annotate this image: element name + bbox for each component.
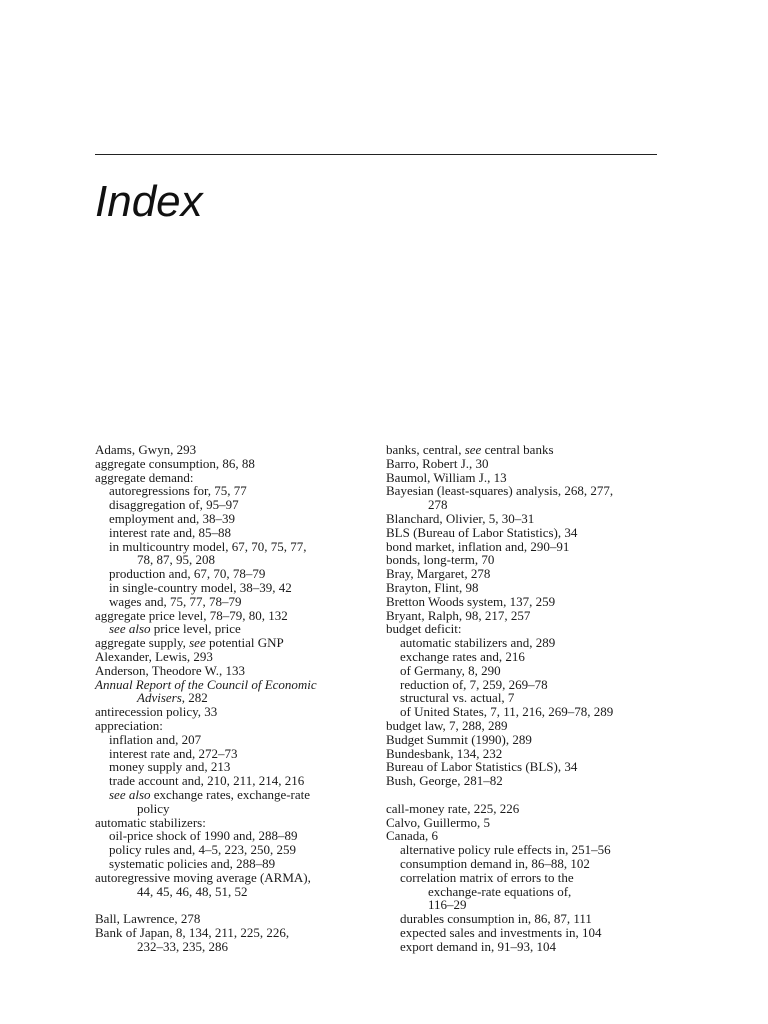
index-entry [386,526,656,540]
entry-text: production and, 67, 70, 78–79 [109,566,266,582]
entry-text: export demand in, 91–93, 104 [400,938,556,954]
entry-text: alternative policy rule effects in, 251–56 [400,842,611,858]
entry-text: Ball, Lawrence, 278 [95,911,201,927]
index-entry [386,471,656,485]
index-subentry [95,595,365,609]
entry-text: structural vs. actual, 7 [400,690,515,706]
entry-text: reduction of, 7, 259, 269–78 [400,676,548,692]
entry-text: consumption demand in, 86–88, 102 [400,855,590,871]
entry-text: in multicountry model, 67, 70, 75, 77, [109,538,307,554]
entry-text: wages and, 75, 77, 78–79 [109,593,242,609]
entry-text: Barro, Robert J., 30 [386,455,489,471]
index-subentry [386,857,656,871]
entry-text: see also [109,786,151,802]
entry-text: Advisers [137,690,182,706]
entry-text: of United States, 7, 11, 216, 269–78, 289 [400,704,614,720]
entry-text: Bray, Margaret, 278 [386,566,491,582]
header-rule [95,154,657,155]
index-column-right [386,443,656,953]
index-entry [386,512,656,526]
entry-text: automatic stabilizers: [95,814,206,830]
index-subentry [95,498,365,512]
index-entry [386,443,656,457]
entry-text: Bundesbank, 134, 232 [386,745,503,761]
index-subentry [386,843,656,857]
entry-text: inflation and, 207 [109,731,202,747]
entry-text: trade account and, 210, 211, 214, 216 [109,773,305,789]
entry-text: oil-price shock of 1990 and, 288–89 [109,828,298,844]
index-subentry [95,540,365,554]
index-entry [386,802,656,816]
index-entry [386,609,656,623]
index-entry [95,678,365,692]
entry-text: Annual Report of the Council of Economic [95,676,317,692]
entry-text: Budget Summit (1990), 289 [386,731,532,747]
entry-text: antirecession policy, 33 [95,704,218,720]
entry-text: Bureau of Labor Statistics (BLS), 34 [386,759,578,775]
entry-text: call-money rate, 225, 226 [386,800,520,816]
index-subentry [95,843,365,857]
index-subentry [95,622,365,636]
entry-text: automatic stabilizers and, 289 [400,635,556,651]
entry-text: in single-country model, 38–39, 42 [109,579,292,595]
index-entry-continuation [95,885,365,899]
index-entry-continuation [386,498,656,512]
index-entry [95,457,365,471]
entry-text: correlation matrix of errors to the [400,869,574,885]
entry-text: money supply and, 213 [109,759,231,775]
index-entry [386,595,656,609]
entry-text: of Germany, 8, 290 [400,662,501,678]
entry-text: policy rules and, 4–5, 223, 250, 259 [109,842,297,858]
index-subentry [386,912,656,926]
entry-text: appreciation: [95,717,163,733]
index-entry-continuation [95,691,365,705]
entry-text: central banks [481,442,554,457]
entry-text: BLS (Bureau of Labor Statistics), 34 [386,524,578,540]
index-subentry [95,512,365,526]
entry-text: Bayesian (least-squares) analysis, 268, 277, [386,483,614,499]
entry-text: durables consumption in, 86, 87, 111 [400,911,592,927]
entry-text: autoregressions for, 75, 77 [109,483,247,499]
entry-spacer [95,898,365,912]
index-subentry [386,650,656,664]
index-entry [386,540,656,554]
entry-text: exchange-rate equations of, [428,883,572,899]
entry-text: exchange rates, exchange-rate [150,786,311,802]
index-entry [95,816,365,830]
index-subentry [95,760,365,774]
entry-text: exchange rates and, 216 [400,648,525,664]
index-subentry [95,774,365,788]
index-entry [95,664,365,678]
index-entry [386,816,656,830]
index-entry [386,622,656,636]
index-subentry [386,678,656,692]
entry-text: Bryant, Ralph, 98, 217, 257 [386,607,531,623]
entry-spacer [386,788,656,802]
entry-text: 232–33, 235, 286 [137,938,228,954]
entry-text: 44, 45, 46, 48, 51, 52 [137,883,248,899]
entry-text: Baumol, William J., 13 [386,469,507,485]
entry-text: aggregate price level, 78–79, 80, 132 [95,607,288,623]
index-subentry [386,664,656,678]
entry-text: price level, price [150,621,241,637]
index-subentry [95,567,365,581]
index-entry [95,471,365,485]
entry-text: policy [137,800,170,816]
entry-text: see [189,635,206,651]
index-subentry [386,871,656,885]
index-entry [386,774,656,788]
entry-text: bonds, long-term, 70 [386,552,495,568]
index-column-left [95,443,365,953]
entry-text: disaggregation of, 95–97 [109,497,239,513]
index-entry [95,443,365,457]
index-subentry [95,733,365,747]
index-subentry [95,526,365,540]
index-entry-continuation [95,553,365,567]
entry-text: see [464,442,482,457]
index-subentry [386,940,656,954]
index-entry [95,609,365,623]
entry-text: Blanchard, Olivier, 5, 30–31 [386,510,535,526]
index-subentry [95,857,365,871]
index-entry [386,733,656,747]
entry-text: Brayton, Flint, 98 [386,579,479,595]
entry-text: aggregate demand: [95,469,194,485]
entry-text: 116–29 [428,897,467,913]
index-entry [386,484,656,498]
entry-text: Bush, George, 281–82 [386,773,503,789]
index-entry [95,636,365,650]
index-subentry [95,581,365,595]
index-entry [95,926,365,940]
entry-text: Anderson, Theodore W., 133 [95,662,245,678]
index-entry [386,457,656,471]
index-entry-continuation [95,940,365,954]
index-entry [386,760,656,774]
index-entry [386,829,656,843]
entry-text: 78, 87, 95, 208 [137,552,215,568]
entry-text: banks, central, [386,442,465,457]
index-entry [386,553,656,567]
index-entry [386,581,656,595]
entry-text: Calvo, Guillermo, 5 [386,814,490,830]
entry-text: bond market, inflation and, 290–91 [386,538,570,554]
entry-text: employment and, 38–39 [109,510,236,526]
index-subentry [386,636,656,650]
index-subentry [95,829,365,843]
index-subentry [95,484,365,498]
entry-text: interest rate and, 85–88 [109,524,232,540]
index-entry [95,705,365,719]
index-entry-continuation [386,885,656,899]
index-entry [95,650,365,664]
index-entry-continuation [386,898,656,912]
entry-text: aggregate supply, [95,635,190,651]
entry-text: aggregate consumption, 86, 88 [95,455,255,471]
index-entry [95,719,365,733]
entry-text: Bank of Japan, 8, 134, 211, 225, 226, [95,924,290,940]
page-title: Index [95,177,203,226]
entry-text: budget deficit: [386,621,462,637]
index-subentry [95,747,365,761]
entry-text: Adams, Gwyn, 293 [95,442,197,457]
index-subentry [95,788,365,802]
entry-text: budget law, 7, 288, 289 [386,717,508,733]
entry-text: , 282 [181,690,208,706]
entry-text: interest rate and, 272–73 [109,745,238,761]
entry-text: autoregressive moving average (ARMA), [95,869,311,885]
index-subentry [386,926,656,940]
index-entry [386,719,656,733]
index-entry-continuation [95,802,365,816]
index-entry [95,912,365,926]
entry-text: Canada, 6 [386,828,438,844]
entry-text: expected sales and investments in, 104 [400,924,602,940]
entry-text: potential GNP [205,635,284,651]
entry-text: 278 [428,497,448,513]
entry-text: Alexander, Lewis, 293 [95,648,213,664]
index-subentry [386,691,656,705]
index-entry [386,747,656,761]
entry-text: see also [109,621,151,637]
entry-text: Bretton Woods system, 137, 259 [386,593,556,609]
index-subentry [386,705,656,719]
index-entry [95,871,365,885]
index-entry [386,567,656,581]
entry-text: systematic policies and, 288–89 [109,855,276,871]
